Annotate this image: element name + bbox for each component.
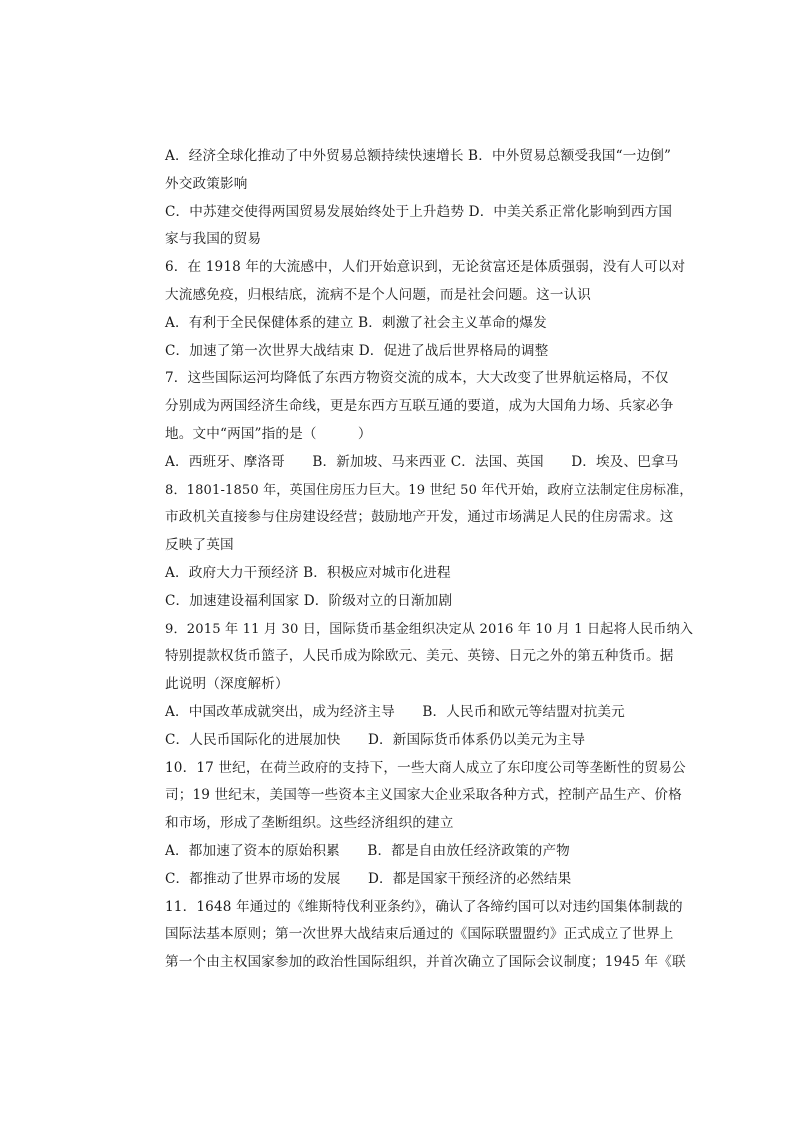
text-line: 特别提款权货币篮子，人民币成为除欧元、美元、英镑、日元之外的第五种货币。据 — [165, 648, 674, 665]
text-line: A．中国改革成就突出，成为经济主导 B．人民币和欧元等结盟对抗美元 — [165, 703, 625, 720]
text-line: 此说明（深度解析） — [165, 676, 289, 693]
text-line: A．经济全球化推动了中外贸易总额持续快速增长 B．中外贸易总额受我国“一边倒” — [165, 148, 672, 164]
text-line: 11．1648 年通过的《维斯特伐利亚条约》，确认了各缔约国可以对违约国集体制裁的 — [165, 898, 683, 915]
text-line: A．政府大力干预经济 B．积极应对城市化进程 — [165, 564, 451, 581]
text-line: 国际法基本原则；第一次世界大战结束后通过的《国际联盟盟约》正式成立了世界上 — [165, 926, 674, 943]
text-line: A．有利于全民保健体系的建立 B．刺激了社会主义革命的爆发 — [165, 314, 547, 331]
text-line: 大流感免疫，归根结底，流病不是个人问题，而是社会问题。这一认识 — [165, 286, 592, 303]
text-line: A．都加速了资本的原始积累 B．都是自由放任经济政策的产物 — [165, 842, 570, 859]
text-line: 反映了英国 — [165, 537, 234, 554]
text-line: 家与我国的贸易 — [165, 231, 262, 248]
text-line: 地。文中“两国”指的是（ ） — [165, 425, 372, 442]
text-line: 外交政策影响 — [165, 175, 248, 192]
text-line: C．加速了第一次世界大战结束 D．促进了战后世界格局的调整 — [165, 342, 549, 359]
text-line: 6．在 1918 年的大流感中，人们开始意识到，无论贫富还是体质强弱，没有人可以对 — [165, 259, 686, 276]
text-line: 9．2015 年 11 月 30 日，国际货币基金组织决定从 2016 年 10 月 1 日起将人民币纳入 — [165, 621, 694, 637]
text-line: 司；19 世纪末，美国等一些资本主义国家大企业采取各种方式，控制产品生产、价格 — [165, 787, 682, 804]
text-line: C．都推动了世界市场的发展 D．都是国家干预经济的必然结果 — [165, 870, 572, 887]
text-line: 7．这些国际运河均降低了东西方物资交流的成本，大大改变了世界航运格局，不仅 — [165, 370, 669, 387]
text-line: 分别成为两国经济生命线，更是东西方互联互通的要道，成为大国角力场、兵家必争 — [165, 398, 674, 415]
text-line: 和市场，形成了垄断组织。这些经济组织的建立 — [165, 815, 454, 832]
document-page — [165, 143, 695, 977]
text-line: 第一个由主权国家参加的政治性国际组织，并首次确立了国际会议制度；1945 年《联 — [165, 954, 686, 971]
text-line: A．西班牙、摩洛哥 B．新加坡、马来西亚 C．法国、英国 D．埃及、巴拿马 — [165, 453, 679, 470]
text-line: C．加速建设福利国家 D．阶级对立的日渐加剧 — [165, 592, 453, 609]
text-line: 10．17 世纪，在荷兰政府的支持下，一些大商人成立了东印度公司等垄断性的贸易公 — [165, 759, 686, 776]
text-line: 8．1801-1850 年，英国住房压力巨大。19 世纪 50 年代开始，政府立法制定住房标准， — [165, 482, 693, 498]
text-line: C．中苏建交使得两国贸易发展始终处于上升趋势 D．中美关系正常化影响到西方国 — [165, 203, 673, 220]
text-line: C．人民币国际化的进展加快 D．新国际货币体系仍以美元为主导 — [165, 731, 586, 748]
text-line: 市政机关直接参与住房建设经营；鼓励地产开发，通过市场满足人民的住房需求。这 — [165, 509, 674, 526]
